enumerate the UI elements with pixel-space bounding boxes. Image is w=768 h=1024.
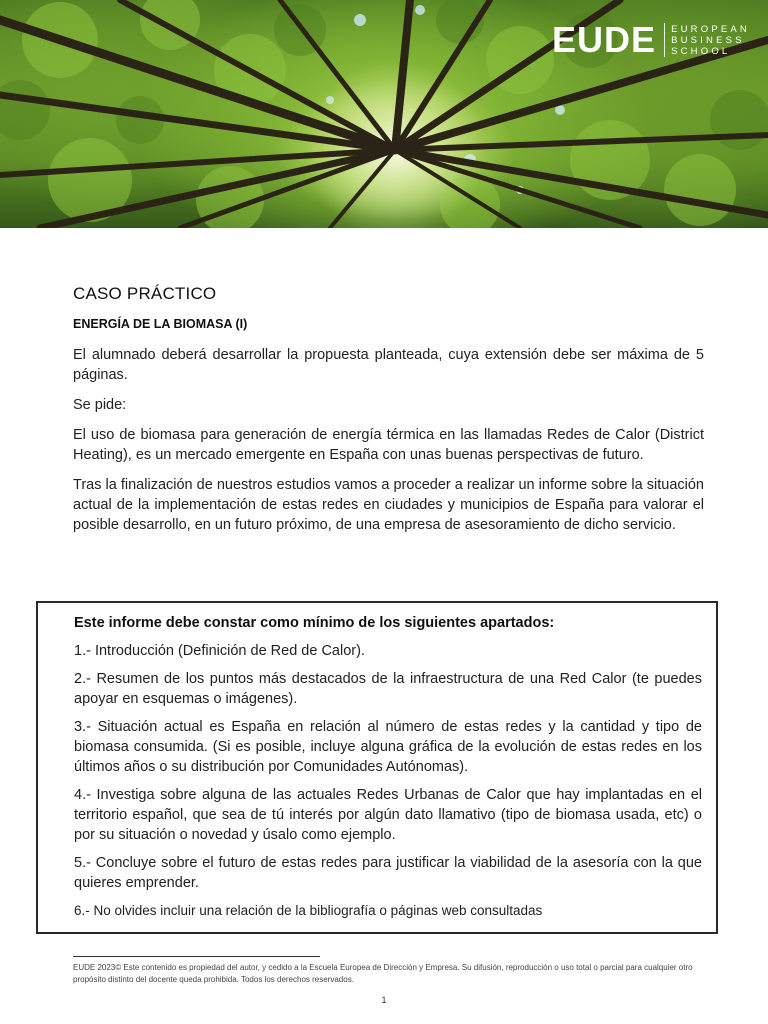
page-title: CASO PRÁCTICO bbox=[73, 284, 217, 303]
requirement-item: 1.- Introducción (Definición de Red de Calor). bbox=[74, 643, 365, 659]
requirements-title: Este informe debe constar como mínimo de los siguientes apartados: bbox=[74, 615, 555, 631]
requirement-item: 3.- Situación actual es España en relación al número de estas redes y la cantidad y tipo de biomasa consumida. (Si es posible, incluye alguna gráfica de la evolución de estas redes en los últimos años o su distribución por Comunidades Autónomas). bbox=[74, 719, 702, 775]
logo-line-3: SCHOOL bbox=[671, 45, 731, 57]
context-paragraph: El uso de biomasa para generación de energía térmica en las llamadas Redes de Calor (District Heating), es un mercado emergente en España con unas buenas perspectivas de futuro. bbox=[73, 427, 704, 463]
page-number: 1 bbox=[381, 995, 387, 1005]
document-body bbox=[73, 284, 704, 545]
logo-line-2: BUSINESS bbox=[671, 34, 745, 46]
requirement-item: 4.- Investiga sobre alguna de las actuales Redes Urbanas de Calor que hay implantadas en el territorio español, que sea de tú interés por algún dato llamativo (tipo de biomasa usada, etc) o por su situación o novedad y úsalo como ejemplo. bbox=[74, 787, 702, 843]
requirement-item: 2.- Resumen de los puntos más destacados de la infraestructura de una Red Calor (te puedes apoyar en esquemas o imágenes). bbox=[74, 671, 702, 707]
eude-logo bbox=[552, 19, 750, 60]
intro-paragraph: El alumnado deberá desarrollar la propuesta planteada, cuya extensión debe ser máxima de 5 páginas. bbox=[73, 347, 704, 383]
footer-divider bbox=[73, 956, 320, 957]
copyright-note: EUDE 2023© Este contenido es propiedad del autor, y cedido a la Escuela Europea de Dirección y Empresa. Su difusión, reproducción o uso total o parcial para cualquier otro propósito distinto del docente queda prohibida. Todos los derechos reservados. bbox=[73, 963, 693, 984]
logo-subtitle bbox=[671, 24, 750, 57]
logo-wordmark: EUDE bbox=[552, 19, 657, 60]
requirements-box bbox=[36, 601, 718, 934]
forest-canopy-image bbox=[0, 0, 768, 228]
requirement-item: 5.- Concluye sobre el futuro de estas redes para justificar la viabilidad de la asesoría con la que quieres emprender. bbox=[74, 855, 702, 891]
request-label: Se pide: bbox=[73, 397, 127, 413]
logo-separator bbox=[664, 23, 665, 57]
page-subtitle: ENERGÍA DE LA BIOMASA (I) bbox=[73, 317, 248, 331]
requirement-item: 6.- No olvides incluir una relación de la bibliografía o páginas web consultadas bbox=[74, 903, 543, 918]
logo-line-1: EUROPEAN bbox=[671, 23, 750, 35]
task-paragraph: Tras la finalización de nuestros estudios vamos a proceder a realizar un informe sobre la situación actual de la implementación de estas redes en ciudades y municipios de España para valorar el posible desarrollo, en un futuro próximo, de una empresa de asesoramiento de dicho servicio. bbox=[73, 477, 704, 533]
